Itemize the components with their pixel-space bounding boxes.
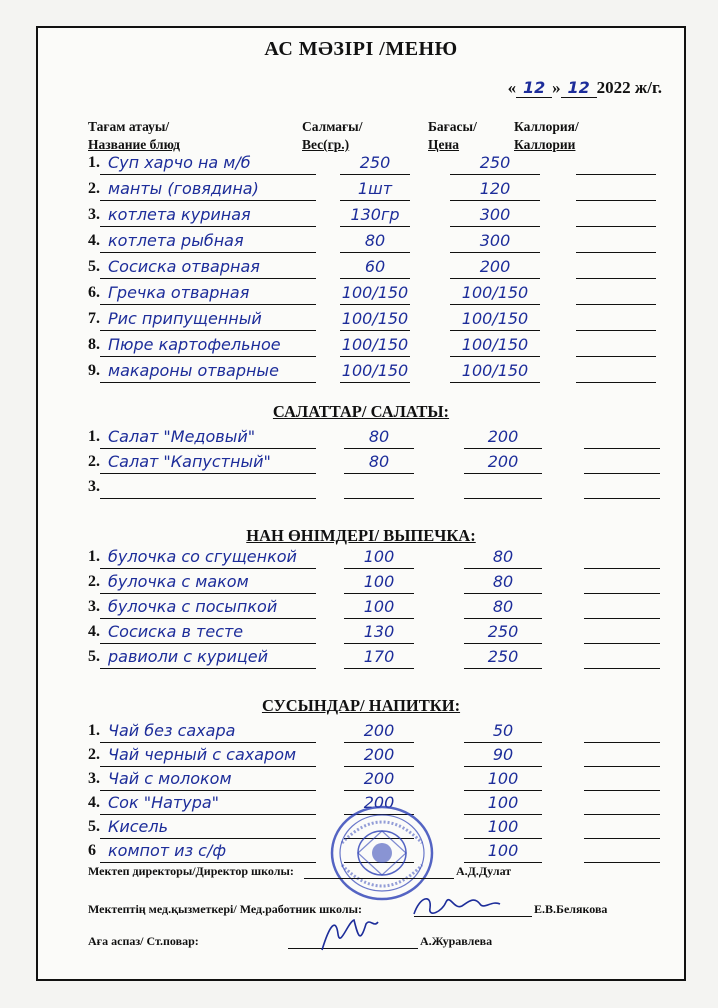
dish-weight-cell [344, 596, 414, 619]
header-weight-kz: Салмағы/ [302, 119, 363, 134]
dish-weight-cell [344, 476, 414, 499]
dish-name: булочка с посыпкой [108, 597, 278, 616]
salads-heading: САЛАТТАР/ САЛАТЫ: [272, 402, 450, 421]
dish-weight: 100/150 [341, 283, 409, 302]
dish-name-cell [100, 768, 316, 791]
row-number: 5. [88, 818, 100, 835]
dish-price-cell [450, 360, 540, 383]
dish-calories-cell [584, 546, 660, 569]
dish-name-cell [100, 178, 316, 201]
menu-row [88, 360, 668, 384]
row-number: 1. [88, 722, 100, 739]
dish-weight: 170 [363, 647, 395, 666]
dish-calories-cell [576, 256, 656, 279]
dish-name-cell [100, 720, 316, 743]
dish-weight-cell [344, 621, 414, 644]
row-number: 4. [88, 232, 100, 249]
dish-name-cell [100, 230, 316, 253]
menu-row [88, 178, 668, 202]
cook-signature [314, 914, 384, 954]
dish-price-cell [464, 476, 542, 499]
header-weight-ru: Вес(гр.) [302, 137, 350, 152]
menu-row [88, 621, 668, 645]
row-number: 6 [88, 842, 96, 859]
dish-calories-cell [584, 720, 660, 743]
medic-name: Е.В.Белякова [534, 902, 608, 916]
date-day: 12 [516, 78, 552, 98]
dish-name-cell [100, 744, 316, 767]
dish-name [100, 477, 108, 496]
dish-weight-cell [340, 334, 410, 357]
dish-price: 100 [487, 817, 519, 836]
dish-weight: 200 [363, 745, 395, 764]
row-number: 1. [88, 154, 100, 171]
menu-row [88, 256, 668, 280]
dish-weight: 60 [364, 257, 386, 276]
dish-name: Кисель [108, 817, 169, 836]
dish-weight-cell [344, 646, 414, 669]
dish-price: 100/150 [461, 309, 529, 328]
dish-price-cell [450, 334, 540, 357]
dish-weight: 100/150 [341, 335, 409, 354]
dish-name-cell [100, 152, 316, 175]
menu-row [88, 282, 668, 306]
dish-price: 250 [487, 622, 519, 641]
menu-row [88, 596, 668, 620]
dish-name: макароны отварные [108, 361, 279, 380]
dish-price: 50 [492, 721, 514, 740]
bakery-heading: НАН ӨНІМДЕРІ/ ВЫПЕЧКА: [246, 526, 476, 545]
dish-weight: 100 [363, 547, 395, 566]
dish-name: Чай без сахара [108, 721, 236, 740]
dish-name: манты (говядина) [108, 179, 259, 198]
dish-calories-cell [576, 282, 656, 305]
medic-signature [410, 892, 530, 920]
dish-name: компот из с/ф [108, 841, 227, 860]
dish-price-cell [464, 792, 542, 815]
dish-calories-cell [584, 646, 660, 669]
dish-price: 300 [479, 231, 511, 250]
dish-weight: 130гр [350, 205, 400, 224]
menu-row [88, 204, 668, 228]
date-year: 2022 ж/г. [596, 78, 662, 97]
dish-name-cell [100, 816, 316, 839]
header-price-ru: Цена [428, 137, 460, 152]
dish-weight: 100/150 [341, 361, 409, 380]
dish-price: 200 [487, 427, 519, 446]
dish-weight: 100 [363, 597, 395, 616]
dish-name-cell [100, 646, 316, 669]
header-calories-ru: Каллории [514, 137, 576, 152]
dish-price-cell [464, 426, 542, 449]
menu-date [508, 78, 662, 98]
dish-price-cell [450, 308, 540, 331]
header-price-kz: Бағасы/ [428, 119, 477, 134]
dish-price-cell [464, 451, 542, 474]
menu-row [88, 720, 668, 744]
row-number: 5. [88, 648, 100, 665]
menu-row [88, 476, 668, 500]
row-number: 4. [88, 794, 100, 811]
dish-calories-cell [576, 360, 656, 383]
dish-weight: 1шт [357, 179, 393, 198]
dish-weight-cell [344, 744, 414, 767]
dish-name-cell [100, 204, 316, 227]
dish-weight-cell [344, 768, 414, 791]
row-number: 8. [88, 336, 100, 353]
dish-calories-cell [584, 816, 660, 839]
menu-row [88, 451, 668, 475]
dish-price: 100 [487, 841, 519, 860]
dish-weight-cell [340, 256, 410, 279]
dish-price-cell [450, 282, 540, 305]
dish-calories-cell [584, 596, 660, 619]
dish-name-cell [100, 256, 316, 279]
dish-name: котлета куриная [108, 205, 251, 224]
dish-price-cell [464, 720, 542, 743]
dish-price: 250 [479, 153, 511, 172]
dish-price-cell [464, 596, 542, 619]
dish-weight-cell [344, 426, 414, 449]
dish-calories-cell [576, 178, 656, 201]
dish-calories-cell [584, 621, 660, 644]
dish-weight-cell [344, 546, 414, 569]
dish-name-cell [100, 596, 316, 619]
director-signature-line [304, 878, 454, 879]
dish-price: 80 [492, 597, 514, 616]
dish-price-cell [464, 571, 542, 594]
row-number: 1. [88, 548, 100, 565]
dish-weight: 200 [363, 721, 395, 740]
drinks-heading: СУСЫНДАР/ НАПИТКИ: [261, 696, 461, 715]
header-name-kz: Тағам атауы/ [88, 119, 170, 134]
dish-weight: 80 [368, 427, 390, 446]
dish-name: Сок "Натура" [108, 793, 220, 812]
dish-weight-cell [340, 282, 410, 305]
dish-price-cell [450, 178, 540, 201]
header-calories [514, 118, 579, 154]
dish-calories-cell [576, 308, 656, 331]
dish-weight: 200 [363, 793, 395, 812]
dish-name: котлета рыбная [108, 231, 244, 250]
dish-price: 100/150 [461, 283, 529, 302]
dish-price: 300 [479, 205, 511, 224]
dish-calories-cell [584, 768, 660, 791]
dish-calories-cell [584, 451, 660, 474]
date-month: 12 [561, 78, 597, 98]
menu-row [88, 426, 668, 450]
dish-name: Сосиска отварная [108, 257, 260, 276]
row-number: 3. [88, 478, 100, 495]
dish-name-cell [100, 476, 316, 499]
dish-name-cell [100, 308, 316, 331]
dish-weight: 100/150 [341, 309, 409, 328]
row-number: 6. [88, 284, 100, 301]
dish-name-cell [100, 840, 316, 863]
dish-weight-cell [340, 204, 410, 227]
director-name: А.Д.Дулат [456, 864, 512, 878]
cook-label: Аға аспаз/ Ст.повар: [88, 934, 199, 948]
dish-price: 100/150 [461, 335, 529, 354]
dish-calories-cell [584, 426, 660, 449]
dish-calories-cell [576, 334, 656, 357]
menu-row [88, 768, 668, 792]
menu-sheet [36, 26, 686, 981]
dish-price: 100 [487, 769, 519, 788]
dish-weight-cell [340, 308, 410, 331]
menu-row [88, 646, 668, 670]
dish-name: Суп харчо на м/б [108, 153, 251, 172]
menu-row [88, 230, 668, 254]
dish-price-cell [450, 152, 540, 175]
header-name-ru: Название блюд [88, 137, 181, 152]
dish-price: 80 [492, 547, 514, 566]
dish-name: Чай черный с сахаром [108, 745, 297, 764]
dish-price-cell [464, 768, 542, 791]
menu-row [88, 744, 668, 768]
dish-price: 250 [487, 647, 519, 666]
dish-name-cell [100, 334, 316, 357]
dish-price: 100 [487, 793, 519, 812]
dish-calories-cell [576, 230, 656, 253]
dish-name-cell [100, 792, 316, 815]
dish-name-cell [100, 426, 316, 449]
dish-name-cell [100, 360, 316, 383]
dish-price-cell [464, 646, 542, 669]
row-number: 2. [88, 573, 100, 590]
row-number: 2. [88, 453, 100, 470]
cook-name: А.Журавлева [420, 934, 493, 948]
header-calories-kz: Каллория/ [514, 119, 579, 134]
row-number: 3. [88, 206, 100, 223]
dish-weight: 100 [363, 572, 395, 591]
medic-label: Мектептің мед.қызметкері/ Мед.работник школы: [88, 902, 362, 916]
header-weight [302, 118, 362, 154]
dish-name: равиоли с курицей [108, 647, 268, 666]
dish-weight: 130 [363, 622, 395, 641]
dish-name-cell [100, 571, 316, 594]
dish-name: Пюре картофельное [108, 335, 281, 354]
dish-name: Салат "Капустный" [108, 452, 271, 471]
menu-row [88, 546, 668, 570]
dish-name: Гречка отварная [108, 283, 250, 302]
dish-weight-cell [340, 178, 410, 201]
dish-name: Сосиска в тесте [108, 622, 244, 641]
dish-calories-cell [584, 792, 660, 815]
row-number: 1. [88, 428, 100, 445]
dish-name: булочка со сгущенкой [108, 547, 297, 566]
dish-price: 200 [487, 452, 519, 471]
dish-price: 100/150 [461, 361, 529, 380]
row-number: 2. [88, 746, 100, 763]
dish-price-cell [464, 840, 542, 863]
dish-price-cell [464, 546, 542, 569]
dish-name-cell [100, 451, 316, 474]
dish-calories-cell [584, 840, 660, 863]
dish-calories-cell [584, 476, 660, 499]
dish-name: Салат "Медовый" [108, 427, 256, 446]
menu-row [88, 152, 668, 176]
dish-price: 80 [492, 572, 514, 591]
row-number: 2. [88, 180, 100, 197]
menu-row [88, 308, 668, 332]
menu-row [88, 334, 668, 358]
menu-title: АС МӘЗІРІ /МЕНЮ [264, 38, 458, 60]
row-number: 7. [88, 310, 100, 327]
dish-price: 90 [492, 745, 514, 764]
header-price [428, 118, 477, 154]
dish-weight: 200 [363, 769, 395, 788]
row-number: 3. [88, 770, 100, 787]
menu-row [88, 571, 668, 595]
dish-weight: 80 [364, 231, 386, 250]
row-number: 5. [88, 258, 100, 275]
date-open-quote: « [507, 78, 517, 97]
dish-weight-cell [344, 571, 414, 594]
dish-weight-cell [344, 451, 414, 474]
dish-name: булочка с маком [108, 572, 249, 591]
dish-price-cell [450, 204, 540, 227]
dish-price: 120 [479, 179, 511, 198]
dish-name: Рис припущенный [108, 309, 262, 328]
director-label: Мектеп директоры/Директор школы: [88, 864, 294, 878]
row-number: 3. [88, 598, 100, 615]
row-number: 4. [88, 623, 100, 640]
school-stamp [328, 803, 436, 903]
dish-weight-cell [344, 720, 414, 743]
dish-price: 200 [479, 257, 511, 276]
dish-price-cell [464, 744, 542, 767]
header-name [88, 118, 180, 154]
dish-price-cell [464, 816, 542, 839]
dish-weight-cell [340, 152, 410, 175]
date-close-quote: » [552, 78, 561, 97]
dish-price-cell [464, 621, 542, 644]
row-number: 9. [88, 362, 100, 379]
dish-calories-cell [584, 744, 660, 767]
dish-weight-cell [340, 360, 410, 383]
dish-price-cell [450, 256, 540, 279]
dish-price-cell [450, 230, 540, 253]
dish-calories-cell [576, 204, 656, 227]
dish-name-cell [100, 546, 316, 569]
dish-weight-cell [340, 230, 410, 253]
dish-name-cell [100, 621, 316, 644]
dish-weight: 80 [368, 452, 390, 471]
dish-calories-cell [584, 571, 660, 594]
dish-name-cell [100, 282, 316, 305]
dish-calories-cell [576, 152, 656, 175]
dish-name: Чай с молоком [108, 769, 232, 788]
dish-weight: 250 [359, 153, 391, 172]
